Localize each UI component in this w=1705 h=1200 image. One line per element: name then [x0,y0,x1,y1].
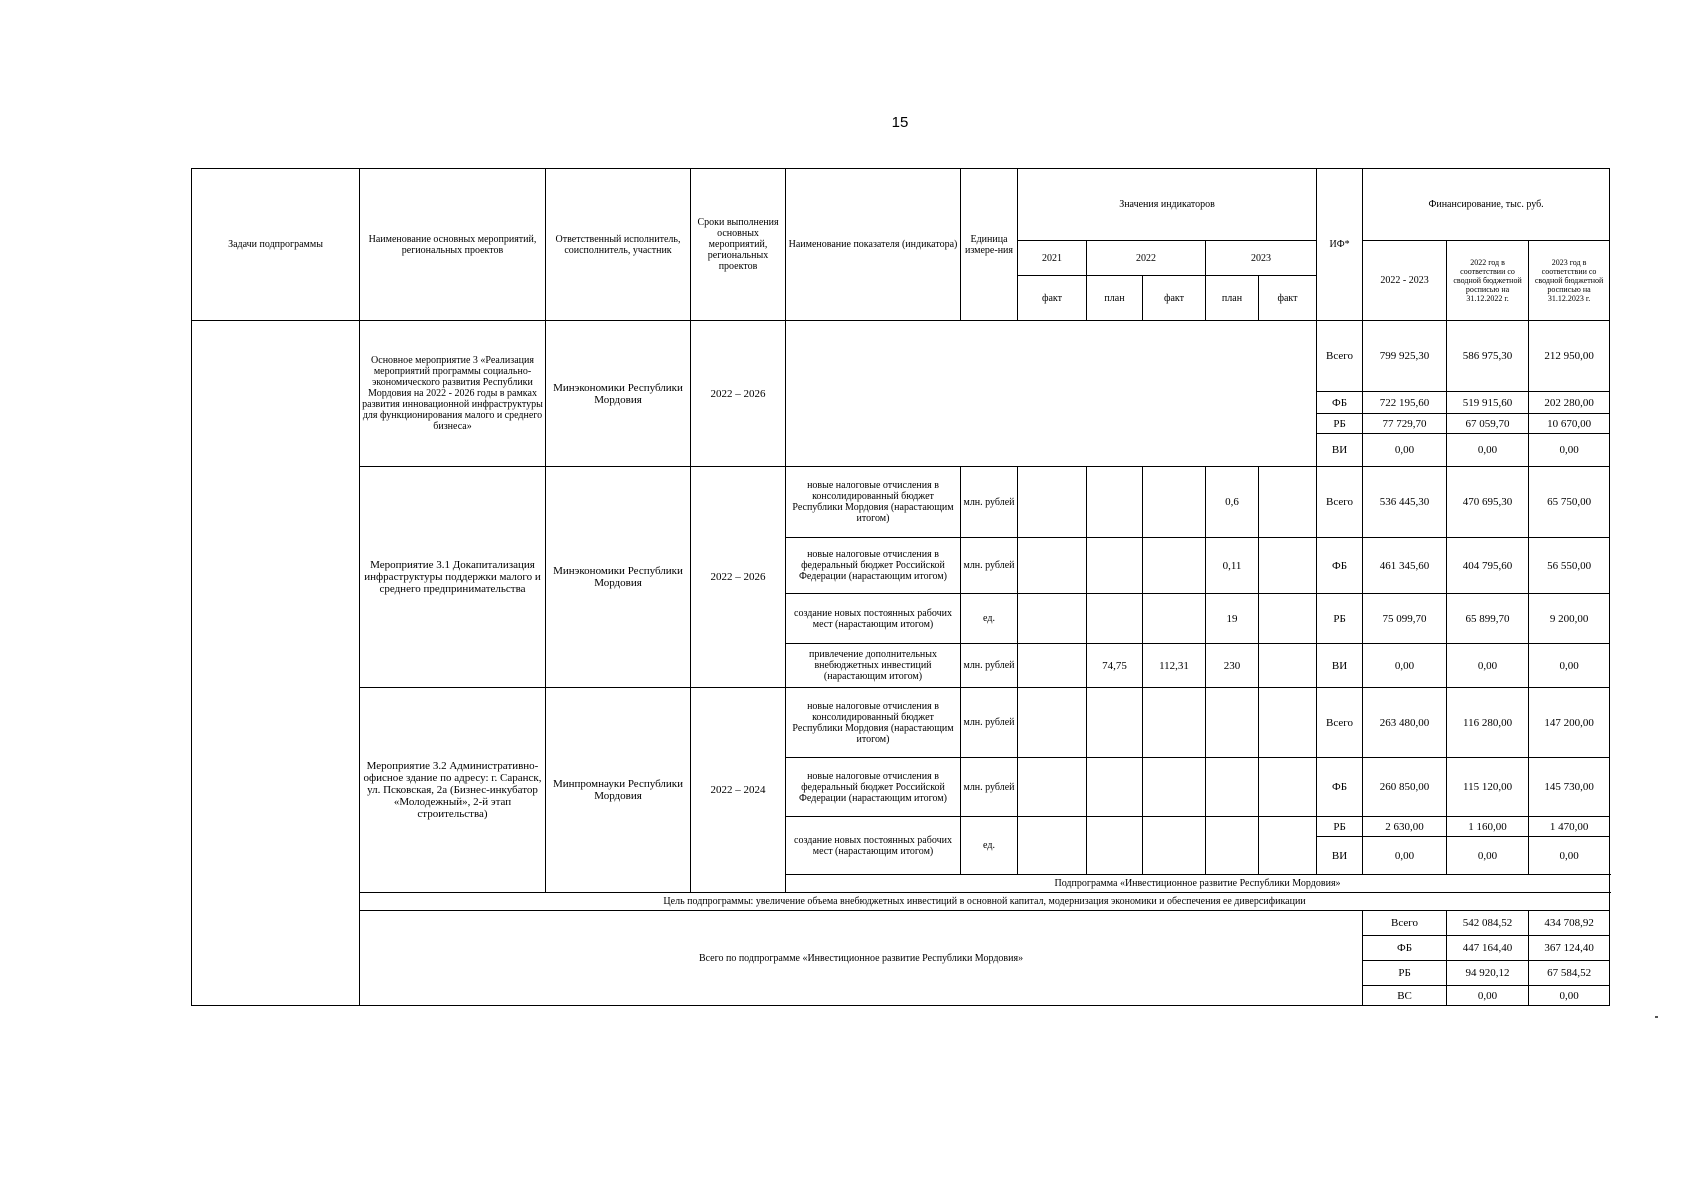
main3-y2023: 212 950,00 [1529,321,1610,392]
header-year-2022: 2022 [1087,241,1206,276]
e31-indicator: привлечение дополнительных внебюджетных инвестиций (нарастающим итогом) [786,644,961,688]
header-fact-2023: факт [1259,276,1317,321]
main3-row-total [192,321,1610,392]
header-indicator: Наименование показателя (индикатора) [786,169,961,321]
e31-src: ФБ [1317,538,1363,594]
e32-fact-2023 [1259,817,1317,875]
main3-src: РБ [1317,414,1363,434]
e31-y2023: 0,00 [1529,644,1610,688]
summary-src: Всего [1363,911,1447,936]
header-fin-2022-2023: 2022 - 2023 [1363,241,1447,321]
e31-fact-2021 [1018,538,1087,594]
e31-plan-2022 [1087,467,1143,538]
e31-fact-2023 [1259,467,1317,538]
header-plan-2022: план [1087,276,1143,321]
main3-y2022: 0,00 [1447,434,1529,467]
e32-src: ВИ [1317,837,1363,875]
header-if: ИФ* [1317,169,1363,321]
e31-y2023: 65 750,00 [1529,467,1610,538]
e31-indicator: новые налоговые отчисления в федеральный бюджет Российской Федерации (нарастающим итогом) [786,538,961,594]
e32-y2023: 145 730,00 [1529,758,1610,817]
e31-fact-2023 [1259,594,1317,644]
e31-plan-2022 [1087,594,1143,644]
e31-src: Всего [1317,467,1363,538]
e31-row-1 [192,467,1610,538]
e31-fact-2022 [1143,594,1206,644]
header-terms: Сроки выполнения основных мероприятий, региональных проектов [691,169,786,321]
summary-total: 542 084,52 [1447,911,1529,936]
e32-unit: ед. [961,817,1018,875]
e32-plan-2022 [1087,758,1143,817]
e32-y2023: 1 470,00 [1529,817,1610,837]
e31-plan-2022 [1087,538,1143,594]
e31-total: 536 445,30 [1363,467,1447,538]
e31-fact-2021 [1018,467,1087,538]
e31-unit: млн. рублей [961,644,1018,688]
header-fact-2021: факт [1018,276,1087,321]
main3-src: ВИ [1317,434,1363,467]
main3-event: Основное мероприятие 3 «Реализация мероприятий программы социально-экономического развития Республики Мордовия на 2022 - 2026 годы в рамках развития инновационной инфраструктуры для функционирования малого и среднего бизнеса» [360,321,546,467]
summary-src: РБ [1363,961,1447,986]
e31-plan-2023: 230 [1206,644,1259,688]
header-year-2021: 2021 [1018,241,1087,276]
main3-y2022: 519 915,60 [1447,392,1529,414]
e32-total: 260 850,00 [1363,758,1447,817]
e31-y2022: 0,00 [1447,644,1529,688]
e32-total: 2 630,00 [1363,817,1447,837]
e32-src: ФБ [1317,758,1363,817]
summary-y2022: 0,00 [1529,986,1610,1006]
subprogram-title: Подпрограмма «Инвестиционное развитие Республики Мордовия» [786,875,1610,893]
summary-total: 0,00 [1447,986,1529,1006]
e32-src: Всего [1317,688,1363,758]
e31-indicator: создание новых постоянных рабочих мест (нарастающим итогом) [786,594,961,644]
e31-fact-2023 [1259,644,1317,688]
e32-src: РБ [1317,817,1363,837]
e31-fact-2021 [1018,594,1087,644]
e31-total: 0,00 [1363,644,1447,688]
e31-src: ВИ [1317,644,1363,688]
e32-plan-2023 [1206,758,1259,817]
main3-y2023: 202 280,00 [1529,392,1610,414]
e32-plan-2022 [1087,817,1143,875]
e31-y2022: 470 695,30 [1447,467,1529,538]
e31-y2022: 404 795,60 [1447,538,1529,594]
header-events: Наименование основных мероприятий, региональных проектов [360,169,546,321]
summary-total: 447 164,40 [1447,936,1529,961]
e31-plan-2023: 19 [1206,594,1259,644]
e32-terms: 2022 – 2024 [691,688,786,893]
header-fin-2023: 2023 год в соответствии со сводной бюджетной росписью на 31.12.2023 г. [1529,241,1610,321]
header-fact-2022: факт [1143,276,1206,321]
e32-y2023: 147 200,00 [1529,688,1610,758]
summary-y2022: 434 708,92 [1529,911,1610,936]
e31-executor: Минэкономики Республики Мордовия [546,467,691,688]
e31-plan-2023: 0,6 [1206,467,1259,538]
e31-unit: млн. рублей [961,467,1018,538]
e31-src: РБ [1317,594,1363,644]
e31-fact-2023 [1259,538,1317,594]
main3-executor: Минэкономики Республики Мордовия [546,321,691,467]
e31-event: Мероприятие 3.1 Докапитализация инфраструктуры поддержки малого и среднего предпринимательства [360,467,546,688]
scan-speck [1655,1016,1658,1018]
header-plan-2023: план [1206,276,1259,321]
subprogram-goal: Цель подпрограммы: увеличение объема внебюджетных инвестиций в основной капитал, модернизация экономики и обеспечения ее диверсификации [360,893,1610,911]
program-table [191,168,1610,1006]
main3-src: Всего [1317,321,1363,392]
header-fin-2022: 2022 год в соответствии со сводной бюджетной росписью на 31.12.2022 г. [1447,241,1529,321]
e32-fact-2021 [1018,758,1087,817]
e32-total: 263 480,00 [1363,688,1447,758]
main3-indicators-empty [786,321,1317,467]
header-year-2023: 2023 [1206,241,1317,276]
header-tasks: Задачи подпрограммы [192,169,360,321]
e32-y2022: 115 120,00 [1447,758,1529,817]
e31-y2022: 65 899,70 [1447,594,1529,644]
e31-indicator: новые налоговые отчисления в консолидированный бюджет Республики Мордовия (нарастающим итогом) [786,467,961,538]
e31-plan-2022: 74,75 [1087,644,1143,688]
header-indicator-values: Значения индикаторов [1018,169,1317,241]
e31-unit: ед. [961,594,1018,644]
e32-row-1 [192,688,1610,758]
e32-event: Мероприятие 3.2 Административно-офисное здание по адресу: г. Саранск, ул. Псковская, 2а (Бизнес-инкубатор «Молодежный», 2-й этап строительства) [360,688,546,893]
e31-fact-2022 [1143,538,1206,594]
e32-unit: млн. рублей [961,688,1018,758]
e32-plan-2023 [1206,817,1259,875]
e32-plan-2022 [1087,688,1143,758]
e31-unit: млн. рублей [961,538,1018,594]
e32-y2022: 1 160,00 [1447,817,1529,837]
header-financing: Финансирование, тыс. руб. [1363,169,1610,241]
e32-executor: Минпромнауки Республики Мордовия [546,688,691,893]
e32-fact-2022 [1143,817,1206,875]
main3-y2023: 10 670,00 [1529,414,1610,434]
e32-total: 0,00 [1363,837,1447,875]
e32-fact-2022 [1143,758,1206,817]
e32-fact-2022 [1143,688,1206,758]
summary-src: ФБ [1363,936,1447,961]
main3-y2022: 67 059,70 [1447,414,1529,434]
e32-fact-2023 [1259,758,1317,817]
page-number: 15 [891,114,909,131]
main3-y2022: 586 975,30 [1447,321,1529,392]
e31-y2023: 9 200,00 [1529,594,1610,644]
e32-y2022: 116 280,00 [1447,688,1529,758]
e31-total: 461 345,60 [1363,538,1447,594]
summary-y2022: 367 124,40 [1529,936,1610,961]
main3-total: 0,00 [1363,434,1447,467]
e31-fact-2022: 112,31 [1143,644,1206,688]
e32-fact-2021 [1018,688,1087,758]
e32-indicator: создание новых постоянных рабочих мест (нарастающим итогом) [786,817,961,875]
main3-y2023: 0,00 [1529,434,1610,467]
main3-total: 799 925,30 [1363,321,1447,392]
summary-label: Всего по подпрограмме «Инвестиционное развитие Республики Мордовия» [360,911,1363,1006]
e32-fact-2021 [1018,817,1087,875]
e31-terms: 2022 – 2026 [691,467,786,688]
e32-y2023: 0,00 [1529,837,1610,875]
main3-src: ФБ [1317,392,1363,414]
main3-total: 77 729,70 [1363,414,1447,434]
e31-fact-2021 [1018,644,1087,688]
e31-y2023: 56 550,00 [1529,538,1610,594]
e31-plan-2023: 0,11 [1206,538,1259,594]
summary-src: ВС [1363,986,1447,1006]
summary-total: 94 920,12 [1447,961,1529,986]
e32-indicator: новые налоговые отчисления в федеральный бюджет Российской Федерации (нарастающим итогом) [786,758,961,817]
summary-row-total [192,911,1610,936]
main3-total: 722 195,60 [1363,392,1447,414]
header-row-1 [192,169,1610,241]
e32-unit: млн. рублей [961,758,1018,817]
tasks-cell [192,321,360,1006]
header-unit: Единица измере-ния [961,169,1018,321]
subprogram-goal-row [192,893,1610,911]
e31-total: 75 099,70 [1363,594,1447,644]
header-executor: Ответственный исполнитель, соисполнитель, участник [546,169,691,321]
summary-y2022: 67 584,52 [1529,961,1610,986]
e32-fact-2023 [1259,688,1317,758]
e32-indicator: новые налоговые отчисления в консолидированный бюджет Республики Мордовия (нарастающим итогом) [786,688,961,758]
main3-terms: 2022 – 2026 [691,321,786,467]
e32-y2022: 0,00 [1447,837,1529,875]
e32-plan-2023 [1206,688,1259,758]
e31-fact-2022 [1143,467,1206,538]
